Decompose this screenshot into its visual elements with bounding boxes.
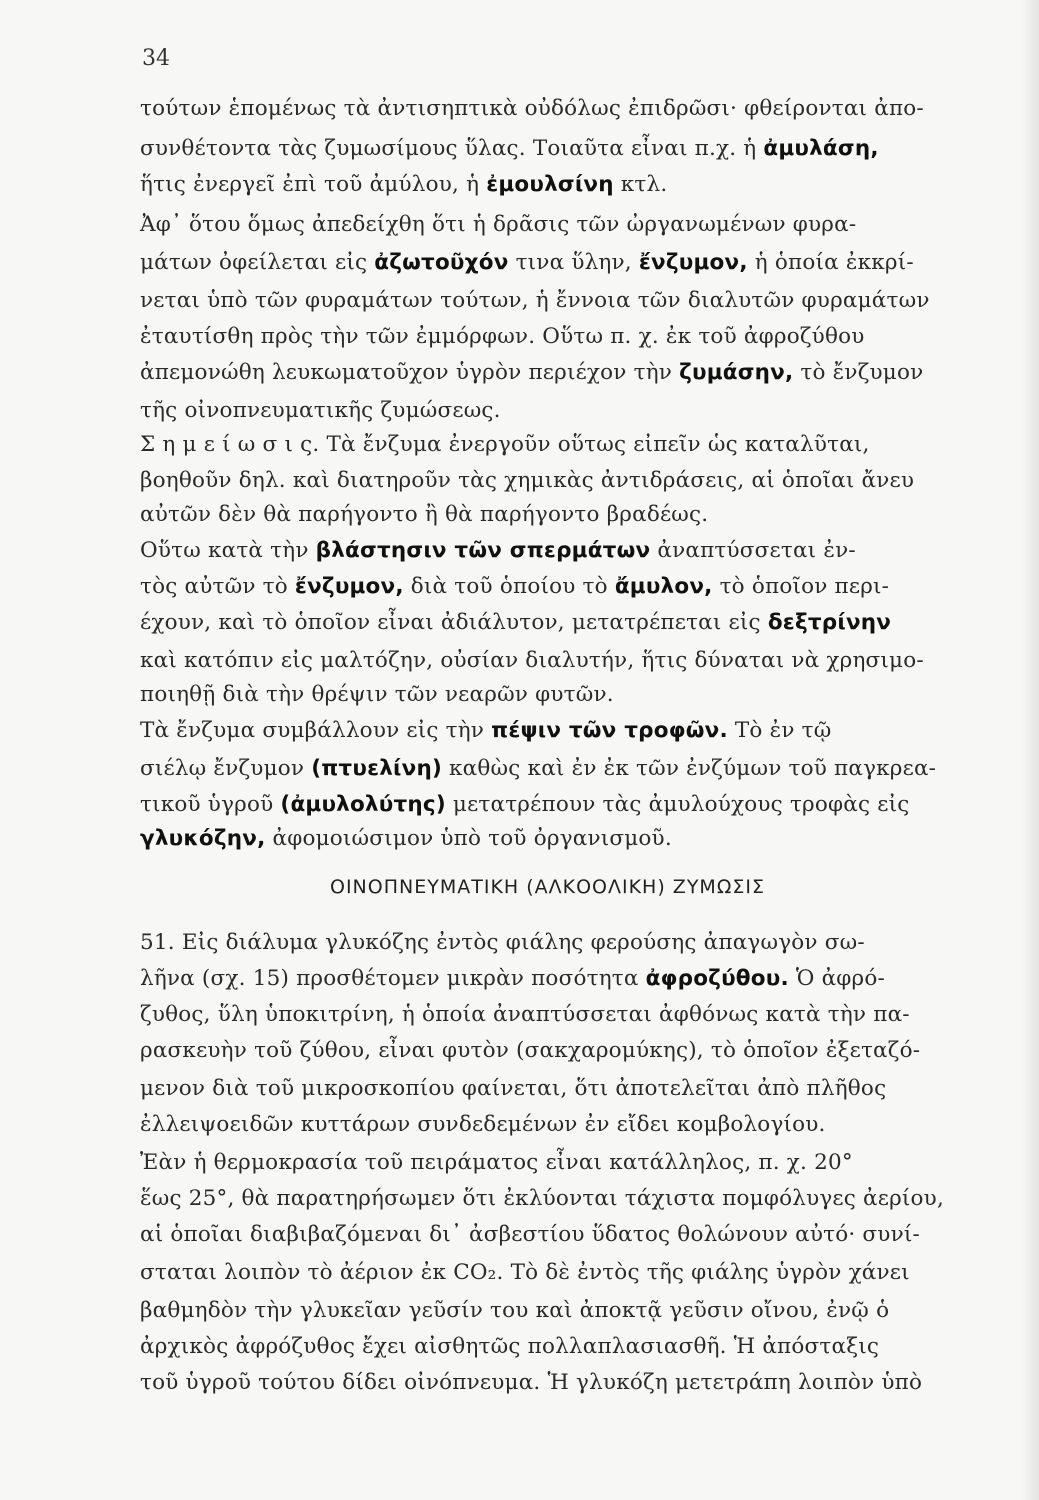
page-edge-shadow xyxy=(1021,0,1039,1500)
text-line xyxy=(140,172,667,197)
bold-term: (πτυελίνη) xyxy=(311,756,443,781)
bold-term: ἐμουλσίνη xyxy=(486,172,614,197)
text-line xyxy=(140,930,865,955)
text-line xyxy=(140,1260,910,1285)
text-segment: κτλ. xyxy=(613,172,668,197)
page-number: 34 xyxy=(142,46,170,71)
text-line xyxy=(140,826,672,851)
text-segment: τικοῦ ὑγροῦ xyxy=(140,792,281,817)
text-segment: τούτων ἑπομένως τὰ ἀντισηπτικὰ οὐδόλως ἐπιδρῶσι· φθείρονται ἀπο- xyxy=(140,96,924,121)
text-line xyxy=(140,648,924,673)
text-line xyxy=(140,1370,922,1395)
text-line xyxy=(140,250,914,275)
text-segment: Σ η μ ε ί ω σ ι ς. Τὰ ἔνζυμα ἐνεργοῦν οὕτως εἰπεῖν ὡς καταλῦται, xyxy=(140,432,870,457)
text-segment: διὰ τοῦ ὁποίου τὸ xyxy=(403,574,615,599)
text-segment: ἀρχικὸς ἀφρόζυθος ἔχει αἰσθητῶς πολλαπλασιασθῆ. Ἡ ἀπόσταξις xyxy=(140,1334,880,1359)
text-line xyxy=(140,398,501,423)
text-segment: τὸ ἔνζυμον xyxy=(793,360,924,385)
text-segment: ἀφομοιώσιμον ὑπὸ τοῦ ὀργανισμοῦ. xyxy=(265,826,672,851)
text-segment: τὸς αὐτῶν τὸ xyxy=(140,574,295,599)
text-segment: ἡ ὁποία ἐκκρί- xyxy=(747,250,914,275)
text-line xyxy=(140,1222,920,1247)
text-line xyxy=(140,502,708,527)
bold-term: ἔνζυμον, xyxy=(294,574,404,599)
text-segment: μενον διὰ τοῦ μικροσκοπίου φαίνεται, ὅτι ἀποτελεῖται ἀπὸ πλῆθος xyxy=(140,1076,887,1101)
text-segment: Ὁ ἀφρό- xyxy=(788,966,885,991)
text-segment: έχουν, καὶ τὸ ὁποῖον εἶναι ἀδιάλυτον, μετατρέπεται εἰς xyxy=(140,610,768,635)
text-segment: τινα ὕλην, xyxy=(508,250,639,275)
text-segment: βαθμηδὸν τὴν γλυκεῖαν γεῦσίν του καὶ ἀποκτᾷ γεῦσιν οἴνου, ἐνῷ ὁ xyxy=(140,1298,890,1323)
text-line xyxy=(140,682,614,707)
text-segment: 51. Εἰς διάλυμα γλυκόζης ἐντὸς φιάλης φερούσης ἀπαγωγὸν σω- xyxy=(140,930,865,955)
bold-term: ἀφροζύθου. xyxy=(645,966,789,991)
text-segment: βοηθοῦν δηλ. καὶ διατηροῦν τὰς χημικὰς ἀντιδράσεις, αἱ ὁποῖαι ἄνευ xyxy=(140,468,915,493)
bold-term: ζυμάσην, xyxy=(679,360,794,385)
text-line xyxy=(140,432,870,457)
text-segment: ποιηθῇ διὰ τὴν θρέψιν τῶν νεαρῶν φυτῶν. xyxy=(140,682,614,707)
text-line xyxy=(140,1038,920,1063)
text-segment: αἱ ὁποῖαι διαβιβαζόμεναι δι᾽ ἀσβεστίου ὕδατος θολώνουν αὐτό· συνί- xyxy=(140,1222,920,1247)
text-segment: σιέλῳ ἔνζυμον xyxy=(140,756,312,781)
text-line xyxy=(140,610,891,635)
text-segment: ἕως 25°, θὰ παρατηρήσωμεν ὅτι ἐκλύονται τάχιστα πομφόλυγες ἀερίου, xyxy=(140,1186,944,1211)
text-segment: τῆς οἰνοπνευματικῆς ζυμώσεως. xyxy=(140,398,501,423)
text-segment: ρασκευὴν τοῦ ζύθου, εἶναι φυτὸν (σακχαρομύκης), τὸ ὁποῖον ἐξεταζό- xyxy=(140,1038,921,1063)
text-segment: καθὼς καὶ ἐν ἐκ τῶν ἐνζύμων τοῦ παγκρεα- xyxy=(442,756,937,781)
text-segment: Τὸ ἐν τῷ xyxy=(727,718,832,743)
text-line xyxy=(140,212,856,237)
text-line xyxy=(140,1150,853,1175)
text-line xyxy=(140,756,936,781)
bold-term: πέψιν τῶν τροφῶν. xyxy=(491,718,728,743)
text-segment: σταται λοιπὸν τὸ ἀέριον ἐκ CO₂. Τὸ δὲ ἐντὸς τῆς φιάλης ὑγρὸν χάνει xyxy=(140,1260,910,1285)
bold-term: γλυκόζην, xyxy=(140,826,266,851)
text-segment: ζυθος, ὕλη ὑποκιτρίνη, ἡ ὁποία ἀναπτύσσεται ἀφθόνως κατὰ τὴν πα- xyxy=(140,1002,910,1027)
text-line xyxy=(140,1334,879,1359)
text-line xyxy=(140,1298,889,1323)
bold-term: ἔνζυμον, xyxy=(638,250,748,275)
bold-term: (ἀμυλολύτης) xyxy=(280,792,446,817)
section-heading: ΟΙΝΟΠΝΕΥΜΑΤΙΚΗ (ΑΛΚΟΟΛΙΚΗ) ΖΥΜΩΣΙΣ xyxy=(330,876,765,898)
text-segment: Ἀφ᾽ ὅτου ὅμως ἀπεδείχθη ὅτι ἡ δρᾶσις τῶν ὠργανωμένων φυρα- xyxy=(140,212,857,237)
text-line xyxy=(140,574,889,599)
text-segment: ἥτις ἐνεργεῖ ἐπὶ τοῦ ἀμύλου, ἡ xyxy=(140,172,487,197)
bold-term: ἀζωτοῦχόν xyxy=(374,250,509,275)
text-segment: μάτων ὀφείλεται εἰς xyxy=(140,250,375,275)
text-line xyxy=(140,1002,910,1027)
text-segment: καὶ κατόπιν εἰς μαλτόζην, οὐσίαν διαλυτήν, ἥτις δύναται νὰ χρησιμο- xyxy=(140,648,924,673)
bold-term: ἀμυλάση, xyxy=(763,136,879,161)
text-line xyxy=(140,792,909,817)
text-segment: ἐλλειψοειδῶν κυττάρων συνδεδεμένων ἐν εἴδει κομβολογίου. xyxy=(140,1112,826,1137)
text-line xyxy=(140,360,923,385)
text-segment: μετατρέπουν τὰς ἀμυλούχους τροφὰς εἰς xyxy=(445,792,910,817)
bold-term: δεξτρίνην xyxy=(767,610,892,635)
text-line xyxy=(140,96,924,121)
text-segment: λῆνα (σχ. 15) προσθέτομεν μικρὰν ποσότητα xyxy=(140,966,646,991)
text-line xyxy=(140,1076,886,1101)
text-segment: ἀπεμονώθη λευκωματοῦχον ὑγρὸν περιέχον τὴν xyxy=(140,360,680,385)
text-segment: Τὰ ἔνζυμα συμβάλλουν εἰς τὴν xyxy=(140,718,492,743)
text-line xyxy=(140,1186,944,1211)
text-segment: τὸ ὁποῖον περι- xyxy=(712,574,890,599)
text-line xyxy=(140,288,930,313)
text-line xyxy=(140,468,914,493)
text-line xyxy=(140,1112,826,1137)
text-segment: ἀναπτύσσεται ἐν- xyxy=(650,538,856,563)
bold-term: ἄμυλον, xyxy=(614,574,713,599)
text-segment: συνθέτοντα τὰς ζυμωσίμους ὕλας. Τοιαῦτα εἶναι π.χ. ἡ xyxy=(140,136,764,161)
text-segment: νεται ὑπὸ τῶν φυραμάτων τούτων, ἡ ἔννοια τῶν διαλυτῶν φυραμάτων xyxy=(140,288,930,313)
text-line xyxy=(140,538,856,563)
text-segment: Οὕτω κατὰ τὴν xyxy=(140,538,316,563)
text-line xyxy=(140,966,885,991)
text-line xyxy=(140,718,831,743)
text-segment: Ἐὰν ἡ θερμοκρασία τοῦ πειράματος εἶναι κατάλληλος, π. χ. 20° xyxy=(140,1150,853,1175)
text-line xyxy=(140,136,879,161)
text-segment: ἐταυτίσθη πρὸς τὴν τῶν ἐμμόρφων. Οὕτω π. χ. ἐκ τοῦ ἀφροζύθου xyxy=(140,324,865,349)
bold-term: βλάστησιν τῶν σπερμάτων xyxy=(315,538,651,563)
text-segment: τοῦ ὑγροῦ τούτου δίδει οἰνόπνευμα. Ἡ γλυκόζη μετετράπη λοιπὸν ὑπὸ xyxy=(140,1370,923,1395)
text-segment: αὐτῶν δὲν θὰ παρήγοντο ἢ θὰ παρήγοντο βραδέως. xyxy=(140,502,709,527)
text-line xyxy=(140,324,865,349)
